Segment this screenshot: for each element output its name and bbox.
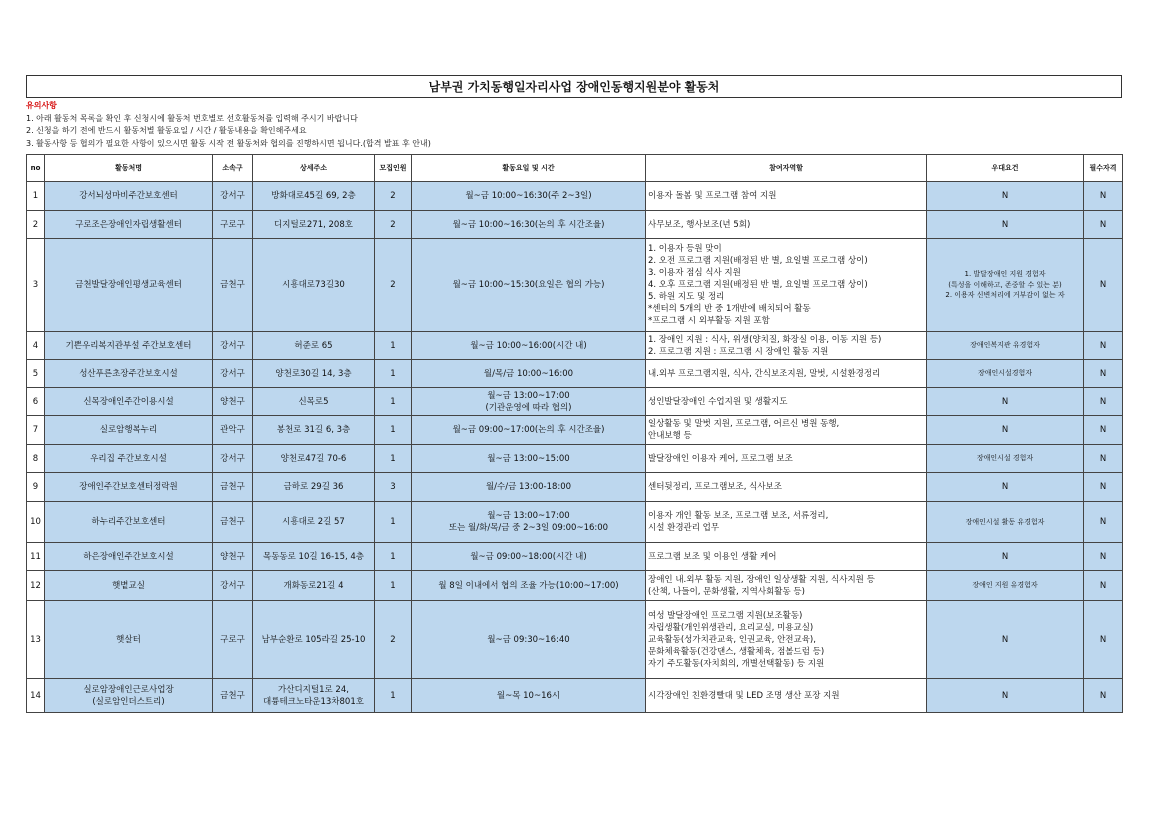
cell-role-line: (산책, 나들이, 문화생활, 지역사회활동 등) bbox=[648, 586, 805, 597]
cell-preference bbox=[927, 502, 1084, 543]
cell-time-line: (기관운영에 따라 협의) bbox=[485, 402, 572, 413]
cell-district: 양천구 bbox=[213, 388, 253, 416]
header-no: no bbox=[27, 155, 45, 182]
cell-requirement: N bbox=[1084, 239, 1123, 332]
cell-requirement: N bbox=[1084, 571, 1123, 601]
cell-preference bbox=[927, 182, 1084, 211]
cell-address bbox=[253, 679, 375, 713]
cell-name-line: 성산푸른초장주간보호시설 bbox=[79, 368, 178, 379]
cell-district: 양천구 bbox=[213, 543, 253, 571]
cell-time bbox=[412, 360, 646, 388]
caution-label: 유의사항 bbox=[26, 101, 57, 110]
cell-address bbox=[253, 502, 375, 543]
cell-address bbox=[253, 571, 375, 601]
cell-preference-line: N bbox=[1001, 634, 1009, 645]
cell-district: 구로구 bbox=[213, 211, 253, 239]
cell-role-line: 시설 환경관리 업무 bbox=[648, 523, 720, 533]
cell-district: 금천구 bbox=[213, 502, 253, 543]
cell-address-line: 방화대로45길 69, 2층 bbox=[271, 191, 356, 201]
cell-address bbox=[253, 388, 375, 416]
cell-preference-line: 1. 발달장애인 지원 경험자 bbox=[964, 270, 1046, 279]
cell-role-line: 여성 발달장애인 프로그램 지원(보조활동) bbox=[648, 610, 803, 621]
cell-time-line: 월/수/금 13:00-18:00 bbox=[485, 482, 572, 492]
cell-name bbox=[45, 502, 213, 543]
document-title: 남부권 가치동행일자리사업 장애인동행지원분야 활동처 bbox=[26, 75, 1122, 98]
cell-name-line: 실로암장애인근로사업장 bbox=[83, 684, 174, 695]
cell-preference-line: N bbox=[1001, 690, 1009, 701]
cell-time-line: 월~금 10:00~16:30(논의 후 시간조율) bbox=[452, 219, 605, 230]
cell-count: 1 bbox=[375, 332, 412, 360]
table-row bbox=[27, 502, 1123, 543]
cell-requirement: N bbox=[1084, 182, 1123, 211]
cell-requirement: N bbox=[1084, 502, 1123, 543]
cell-role-line: 센터뒷정리, 프로그램보조, 식사보조 bbox=[648, 482, 782, 492]
header-name: 활동처명 bbox=[45, 155, 213, 182]
cell-name-line: 실로암행복누리 bbox=[99, 425, 158, 435]
cell-time-line: 월~금 10:00~15:30(요일은 협의 가능) bbox=[452, 280, 605, 290]
cell-address-line: 신목로5 bbox=[298, 396, 329, 407]
header-address: 상세주소 bbox=[253, 155, 375, 182]
cell-role-line: 이용자 개인 활동 보조, 프로그램 보조, 서류정리, bbox=[648, 511, 829, 521]
cell-preference bbox=[927, 416, 1084, 445]
cell-address bbox=[253, 211, 375, 239]
cell-preference-line: 장애인시설 활동 유경험자 bbox=[965, 517, 1045, 526]
cell-district: 강서구 bbox=[213, 360, 253, 388]
cell-preference bbox=[927, 571, 1084, 601]
cell-role bbox=[646, 445, 927, 473]
cell-role-line: 장애인 내.외부 활동 지원, 장애인 일상생활 지원, 식사지원 등 bbox=[648, 574, 875, 585]
cell-role bbox=[646, 332, 927, 360]
cell-name-line: 햇볕교실 bbox=[112, 580, 145, 591]
cell-name-line: 강서뇌성마비주간보호센터 bbox=[79, 191, 178, 201]
cell-address-line: 디지털로271, 208호 bbox=[274, 219, 353, 230]
cell-no: 9 bbox=[27, 473, 45, 502]
cell-role-line: 내.외부 프로그램지원, 식사, 간식보조지원, 말벗, 시설환경정리 bbox=[648, 368, 881, 379]
cell-time bbox=[412, 601, 646, 679]
cell-time-line: 월~금 13:00~15:00 bbox=[487, 453, 570, 464]
cell-role-line: 4. 오후 프로그램 지원(배정된 반 별, 요일별 프로그램 상이) bbox=[648, 280, 868, 290]
table-row bbox=[27, 416, 1123, 445]
cell-address-line: 허준로 65 bbox=[294, 340, 333, 351]
cell-district: 강서구 bbox=[213, 182, 253, 211]
cell-time bbox=[412, 679, 646, 713]
cell-role bbox=[646, 473, 927, 502]
note-item: 1. 아래 활동처 목록을 확인 후 신청시에 활동처 번호별로 선호활동처를 입력해 주시기 바랍니다 bbox=[26, 113, 358, 123]
cell-preference bbox=[927, 445, 1084, 473]
cell-role-line: 문화체육활동(건강댄스, 생활체육, 점볼드럼 등) bbox=[648, 646, 825, 657]
cell-district: 강서구 bbox=[213, 571, 253, 601]
cell-requirement: N bbox=[1084, 679, 1123, 713]
cell-time-line: 월~금 09:30~16:40 bbox=[487, 634, 570, 645]
table-header-row bbox=[27, 155, 1123, 182]
cell-role bbox=[646, 239, 927, 332]
cell-no: 8 bbox=[27, 445, 45, 473]
cell-name bbox=[45, 211, 213, 239]
cell-address-line: 대륭테크노타운13차801호 bbox=[263, 696, 364, 707]
cell-preference bbox=[927, 332, 1084, 360]
cell-time bbox=[412, 239, 646, 332]
cell-name bbox=[45, 679, 213, 713]
cell-preference-line: N bbox=[1001, 425, 1009, 435]
cell-role bbox=[646, 360, 927, 388]
cell-no: 2 bbox=[27, 211, 45, 239]
cell-preference-line: N bbox=[1001, 482, 1009, 492]
cell-name-line: 하은장애인주간보호시설 bbox=[83, 551, 174, 562]
cell-address-line: 양천로47길 70-6 bbox=[280, 453, 347, 464]
table-row bbox=[27, 239, 1123, 332]
cell-role-line: 안내보행 등 bbox=[648, 431, 692, 441]
cell-time bbox=[412, 211, 646, 239]
cell-no: 4 bbox=[27, 332, 45, 360]
cell-name-line: 기쁜우리복지관부설 주간보호센터 bbox=[65, 340, 192, 351]
cell-address bbox=[253, 473, 375, 502]
cell-requirement: N bbox=[1084, 416, 1123, 445]
cell-address-line: 목동동로 10길 16-15, 4층 bbox=[263, 551, 364, 562]
cell-role-line: 이용자 돌봄 및 프로그램 참여 지원 bbox=[648, 191, 777, 201]
cell-role bbox=[646, 416, 927, 445]
cell-name bbox=[45, 239, 213, 332]
cell-time bbox=[412, 502, 646, 543]
cell-role-line: 발달장애인 이용자 케어, 프로그램 보조 bbox=[648, 453, 793, 464]
cell-no: 10 bbox=[27, 502, 45, 543]
cell-preference bbox=[927, 679, 1084, 713]
cell-no: 1 bbox=[27, 182, 45, 211]
cell-address bbox=[253, 543, 375, 571]
cell-requirement: N bbox=[1084, 543, 1123, 571]
cell-role bbox=[646, 571, 927, 601]
cell-no: 11 bbox=[27, 543, 45, 571]
cell-preference-line: 2. 이용자 신변처리에 거부감이 없는 자 bbox=[945, 291, 1065, 300]
note-item: 3. 활동사항 등 협의가 필요한 사항이 있으시면 활동 시작 전 활동처와 협의를 진행하시면 됩니다.(합격 발표 후 안내) bbox=[26, 138, 431, 148]
table-row bbox=[27, 473, 1123, 502]
cell-address bbox=[253, 445, 375, 473]
cell-address-line: 시흥대로 2길 57 bbox=[282, 517, 345, 527]
cell-preference bbox=[927, 388, 1084, 416]
table-row bbox=[27, 543, 1123, 571]
cell-name bbox=[45, 601, 213, 679]
cell-district: 강서구 bbox=[213, 445, 253, 473]
cell-preference-line: 장애인 지원 유경험자 bbox=[972, 581, 1038, 590]
cell-count: 2 bbox=[375, 211, 412, 239]
cell-address-line: 남부순환로 105라길 25-10 bbox=[261, 634, 366, 645]
cell-address-line: 시흥대로73길30 bbox=[282, 280, 345, 290]
cell-time bbox=[412, 332, 646, 360]
cell-role-line: 교육활동(성가치관교육, 인권교육, 안전교육), bbox=[648, 634, 816, 645]
cell-address-line: 개화동로21길 4 bbox=[283, 580, 344, 591]
cell-count: 1 bbox=[375, 416, 412, 445]
cell-address bbox=[253, 182, 375, 211]
cell-requirement: N bbox=[1084, 445, 1123, 473]
cell-role-line: 1. 이용자 등원 맞이 bbox=[648, 244, 722, 254]
cell-time-line: 월~금 13:00~17:00 bbox=[487, 511, 570, 521]
cell-preference bbox=[927, 360, 1084, 388]
cell-no: 14 bbox=[27, 679, 45, 713]
cell-requirement: N bbox=[1084, 332, 1123, 360]
cell-role-line: 시각장애인 친환경빨대 및 LED 조명 생산 포장 지원 bbox=[648, 690, 840, 701]
cell-requirement: N bbox=[1084, 601, 1123, 679]
cell-role-line: 1. 장애인 지원 : 식사, 위생(양치질, 화장실 이용, 이동 지원 등) bbox=[648, 334, 882, 345]
cell-no: 3 bbox=[27, 239, 45, 332]
cell-no: 6 bbox=[27, 388, 45, 416]
cell-name-line: 우리집 주간보호시설 bbox=[90, 453, 167, 464]
cell-time bbox=[412, 388, 646, 416]
cell-role-line: *센터의 5개의 반 중 1개반에 배치되어 활동 bbox=[648, 304, 811, 314]
cell-role-line: 사무보조, 행사보조(년 5회) bbox=[648, 219, 751, 230]
cell-no: 5 bbox=[27, 360, 45, 388]
cell-count: 2 bbox=[375, 182, 412, 211]
cell-name bbox=[45, 571, 213, 601]
table-row bbox=[27, 360, 1123, 388]
cell-address-line: 가산디지털1로 24, bbox=[278, 684, 349, 695]
header-requirement: 필수자격 bbox=[1084, 155, 1123, 182]
cell-time-line: 또는 월/화/목/금 중 2~3일 09:00~16:00 bbox=[448, 523, 609, 533]
table-row bbox=[27, 332, 1123, 360]
header-count: 모집인원 bbox=[375, 155, 412, 182]
cell-role bbox=[646, 211, 927, 239]
header-role: 참여자역할 bbox=[646, 155, 927, 182]
cell-requirement: N bbox=[1084, 211, 1123, 239]
cell-preference-line: N bbox=[1001, 396, 1009, 407]
cell-time bbox=[412, 543, 646, 571]
cell-count: 2 bbox=[375, 601, 412, 679]
cell-address bbox=[253, 601, 375, 679]
table-row bbox=[27, 679, 1123, 713]
cell-time-line: 월/목/금 10:00~16:00 bbox=[483, 368, 574, 379]
cell-name-line: 금천발달장애인평생교육센터 bbox=[75, 280, 182, 290]
cell-preference bbox=[927, 601, 1084, 679]
cell-preference-line: 장애인시설경험자 bbox=[977, 369, 1033, 378]
cell-time-line: 월~목 10~16시 bbox=[496, 690, 561, 701]
cell-name bbox=[45, 182, 213, 211]
cell-count: 1 bbox=[375, 679, 412, 713]
cell-time bbox=[412, 416, 646, 445]
cell-preference-line: N bbox=[1001, 219, 1009, 230]
cell-role-line: *프로그램 시 외부활동 지원 포함 bbox=[648, 316, 770, 326]
cell-district: 구로구 bbox=[213, 601, 253, 679]
cell-role-line: 프로그램 보조 및 이용인 생활 케어 bbox=[648, 551, 777, 562]
cell-name-line: 신목장애인주간이용시설 bbox=[83, 396, 174, 407]
cell-name bbox=[45, 360, 213, 388]
cell-role bbox=[646, 388, 927, 416]
cell-requirement: N bbox=[1084, 473, 1123, 502]
cell-district: 금천구 bbox=[213, 239, 253, 332]
cell-district: 관악구 bbox=[213, 416, 253, 445]
table-row bbox=[27, 182, 1123, 211]
cell-requirement: N bbox=[1084, 388, 1123, 416]
cell-count: 3 bbox=[375, 473, 412, 502]
cell-role-line: 3. 이용자 점심 식사 지원 bbox=[648, 268, 741, 278]
table-row bbox=[27, 388, 1123, 416]
cell-no: 12 bbox=[27, 571, 45, 601]
header-district: 소속구 bbox=[213, 155, 253, 182]
cell-role-line: 5. 하원 지도 및 정리 bbox=[648, 292, 725, 302]
cell-role-line: 2. 프로그램 지원 : 프로그램 시 장애인 활동 지원 bbox=[648, 346, 829, 357]
cell-count: 1 bbox=[375, 388, 412, 416]
cell-address bbox=[253, 360, 375, 388]
cell-no: 7 bbox=[27, 416, 45, 445]
cell-name bbox=[45, 543, 213, 571]
header-time: 활동요일 및 시간 bbox=[412, 155, 646, 182]
header-preference: 우대요건 bbox=[927, 155, 1084, 182]
cell-role-line: 성인발달장애인 수업지원 및 생활지도 bbox=[648, 396, 788, 407]
note-item: 2. 신청을 하기 전에 반드시 활동처별 활동요일 / 시간 / 활동내용을 확인해주세요 bbox=[26, 126, 307, 135]
cell-address-line: 금하로 29길 36 bbox=[283, 482, 344, 492]
cell-preference-line: (특성을 이해하고, 존중할 수 있는 분) bbox=[948, 280, 1062, 289]
cell-name bbox=[45, 445, 213, 473]
cell-time-line: 월~금 13:00~17:00 bbox=[487, 390, 570, 401]
cell-count: 2 bbox=[375, 239, 412, 332]
cell-time bbox=[412, 473, 646, 502]
cell-role-line: 2. 오전 프로그램 지원(배정된 반 별, 요일별 프로그램 상이) bbox=[648, 256, 868, 266]
cell-address bbox=[253, 416, 375, 445]
cell-count: 1 bbox=[375, 571, 412, 601]
cell-count: 1 bbox=[375, 543, 412, 571]
cell-time-line: 월~금 09:00~18:00(시간 내) bbox=[470, 551, 587, 562]
cell-role bbox=[646, 543, 927, 571]
cell-preference-line: N bbox=[1001, 551, 1009, 562]
cell-preference bbox=[927, 239, 1084, 332]
cell-role-line: 일상활동 및 말벗 지원, 프로그램, 어르신 병원 동행, bbox=[648, 419, 840, 429]
sheet bbox=[26, 75, 1122, 713]
notes-section bbox=[26, 100, 1122, 150]
cell-role bbox=[646, 601, 927, 679]
cell-time-line: 월~금 10:00~16:00(시간 내) bbox=[470, 340, 587, 351]
cell-preference-line: N bbox=[1001, 191, 1009, 201]
cell-name bbox=[45, 473, 213, 502]
cell-preference bbox=[927, 543, 1084, 571]
cell-role-line: 자립생활(개인위생관리, 요리교실, 미용교실) bbox=[648, 622, 814, 633]
table-row bbox=[27, 211, 1123, 239]
cell-district: 금천구 bbox=[213, 679, 253, 713]
cell-district: 강서구 bbox=[213, 332, 253, 360]
cell-count: 1 bbox=[375, 502, 412, 543]
cell-requirement: N bbox=[1084, 360, 1123, 388]
table-row bbox=[27, 571, 1123, 601]
table-row bbox=[27, 445, 1123, 473]
cell-time-line: 월 8일 이내에서 협의 조율 가능(10:00~17:00) bbox=[438, 580, 619, 591]
cell-role bbox=[646, 679, 927, 713]
cell-time-line: 월~금 09:00~17:00(논의 후 시간조율) bbox=[452, 425, 605, 435]
cell-role bbox=[646, 502, 927, 543]
cell-name-line: 장애인주간보호센터정락원 bbox=[79, 482, 178, 492]
cell-preference-line: 장애인시설 경험자 bbox=[976, 454, 1034, 463]
cell-address bbox=[253, 239, 375, 332]
cell-name bbox=[45, 388, 213, 416]
activity-table bbox=[26, 154, 1123, 713]
cell-preference bbox=[927, 211, 1084, 239]
cell-name-line: 햇살터 bbox=[116, 634, 141, 645]
cell-name-line: (실로암인더스트리) bbox=[92, 696, 165, 707]
cell-role-line: 자기 주도활동(자치회의, 개별선택활동) 등 지원 bbox=[648, 658, 825, 669]
cell-time bbox=[412, 571, 646, 601]
cell-count: 1 bbox=[375, 445, 412, 473]
cell-no: 13 bbox=[27, 601, 45, 679]
cell-preference-line: 장애인복지관 유경험자 bbox=[970, 341, 1040, 350]
cell-address-line: 봉천로 31길 6, 3층 bbox=[276, 425, 351, 435]
cell-time bbox=[412, 445, 646, 473]
cell-preference bbox=[927, 473, 1084, 502]
table-row bbox=[27, 601, 1123, 679]
cell-name bbox=[45, 332, 213, 360]
cell-time-line: 월~금 10:00~16:30(주 2~3일) bbox=[465, 191, 592, 201]
cell-name-line: 하누리주간보호센터 bbox=[91, 517, 166, 527]
cell-name-line: 구로조은장애인자립생활센터 bbox=[75, 219, 182, 230]
cell-name bbox=[45, 416, 213, 445]
cell-district: 금천구 bbox=[213, 473, 253, 502]
cell-count: 1 bbox=[375, 360, 412, 388]
cell-address bbox=[253, 332, 375, 360]
cell-role bbox=[646, 182, 927, 211]
cell-time bbox=[412, 182, 646, 211]
cell-address-line: 양천로30길 14, 3층 bbox=[275, 368, 352, 379]
